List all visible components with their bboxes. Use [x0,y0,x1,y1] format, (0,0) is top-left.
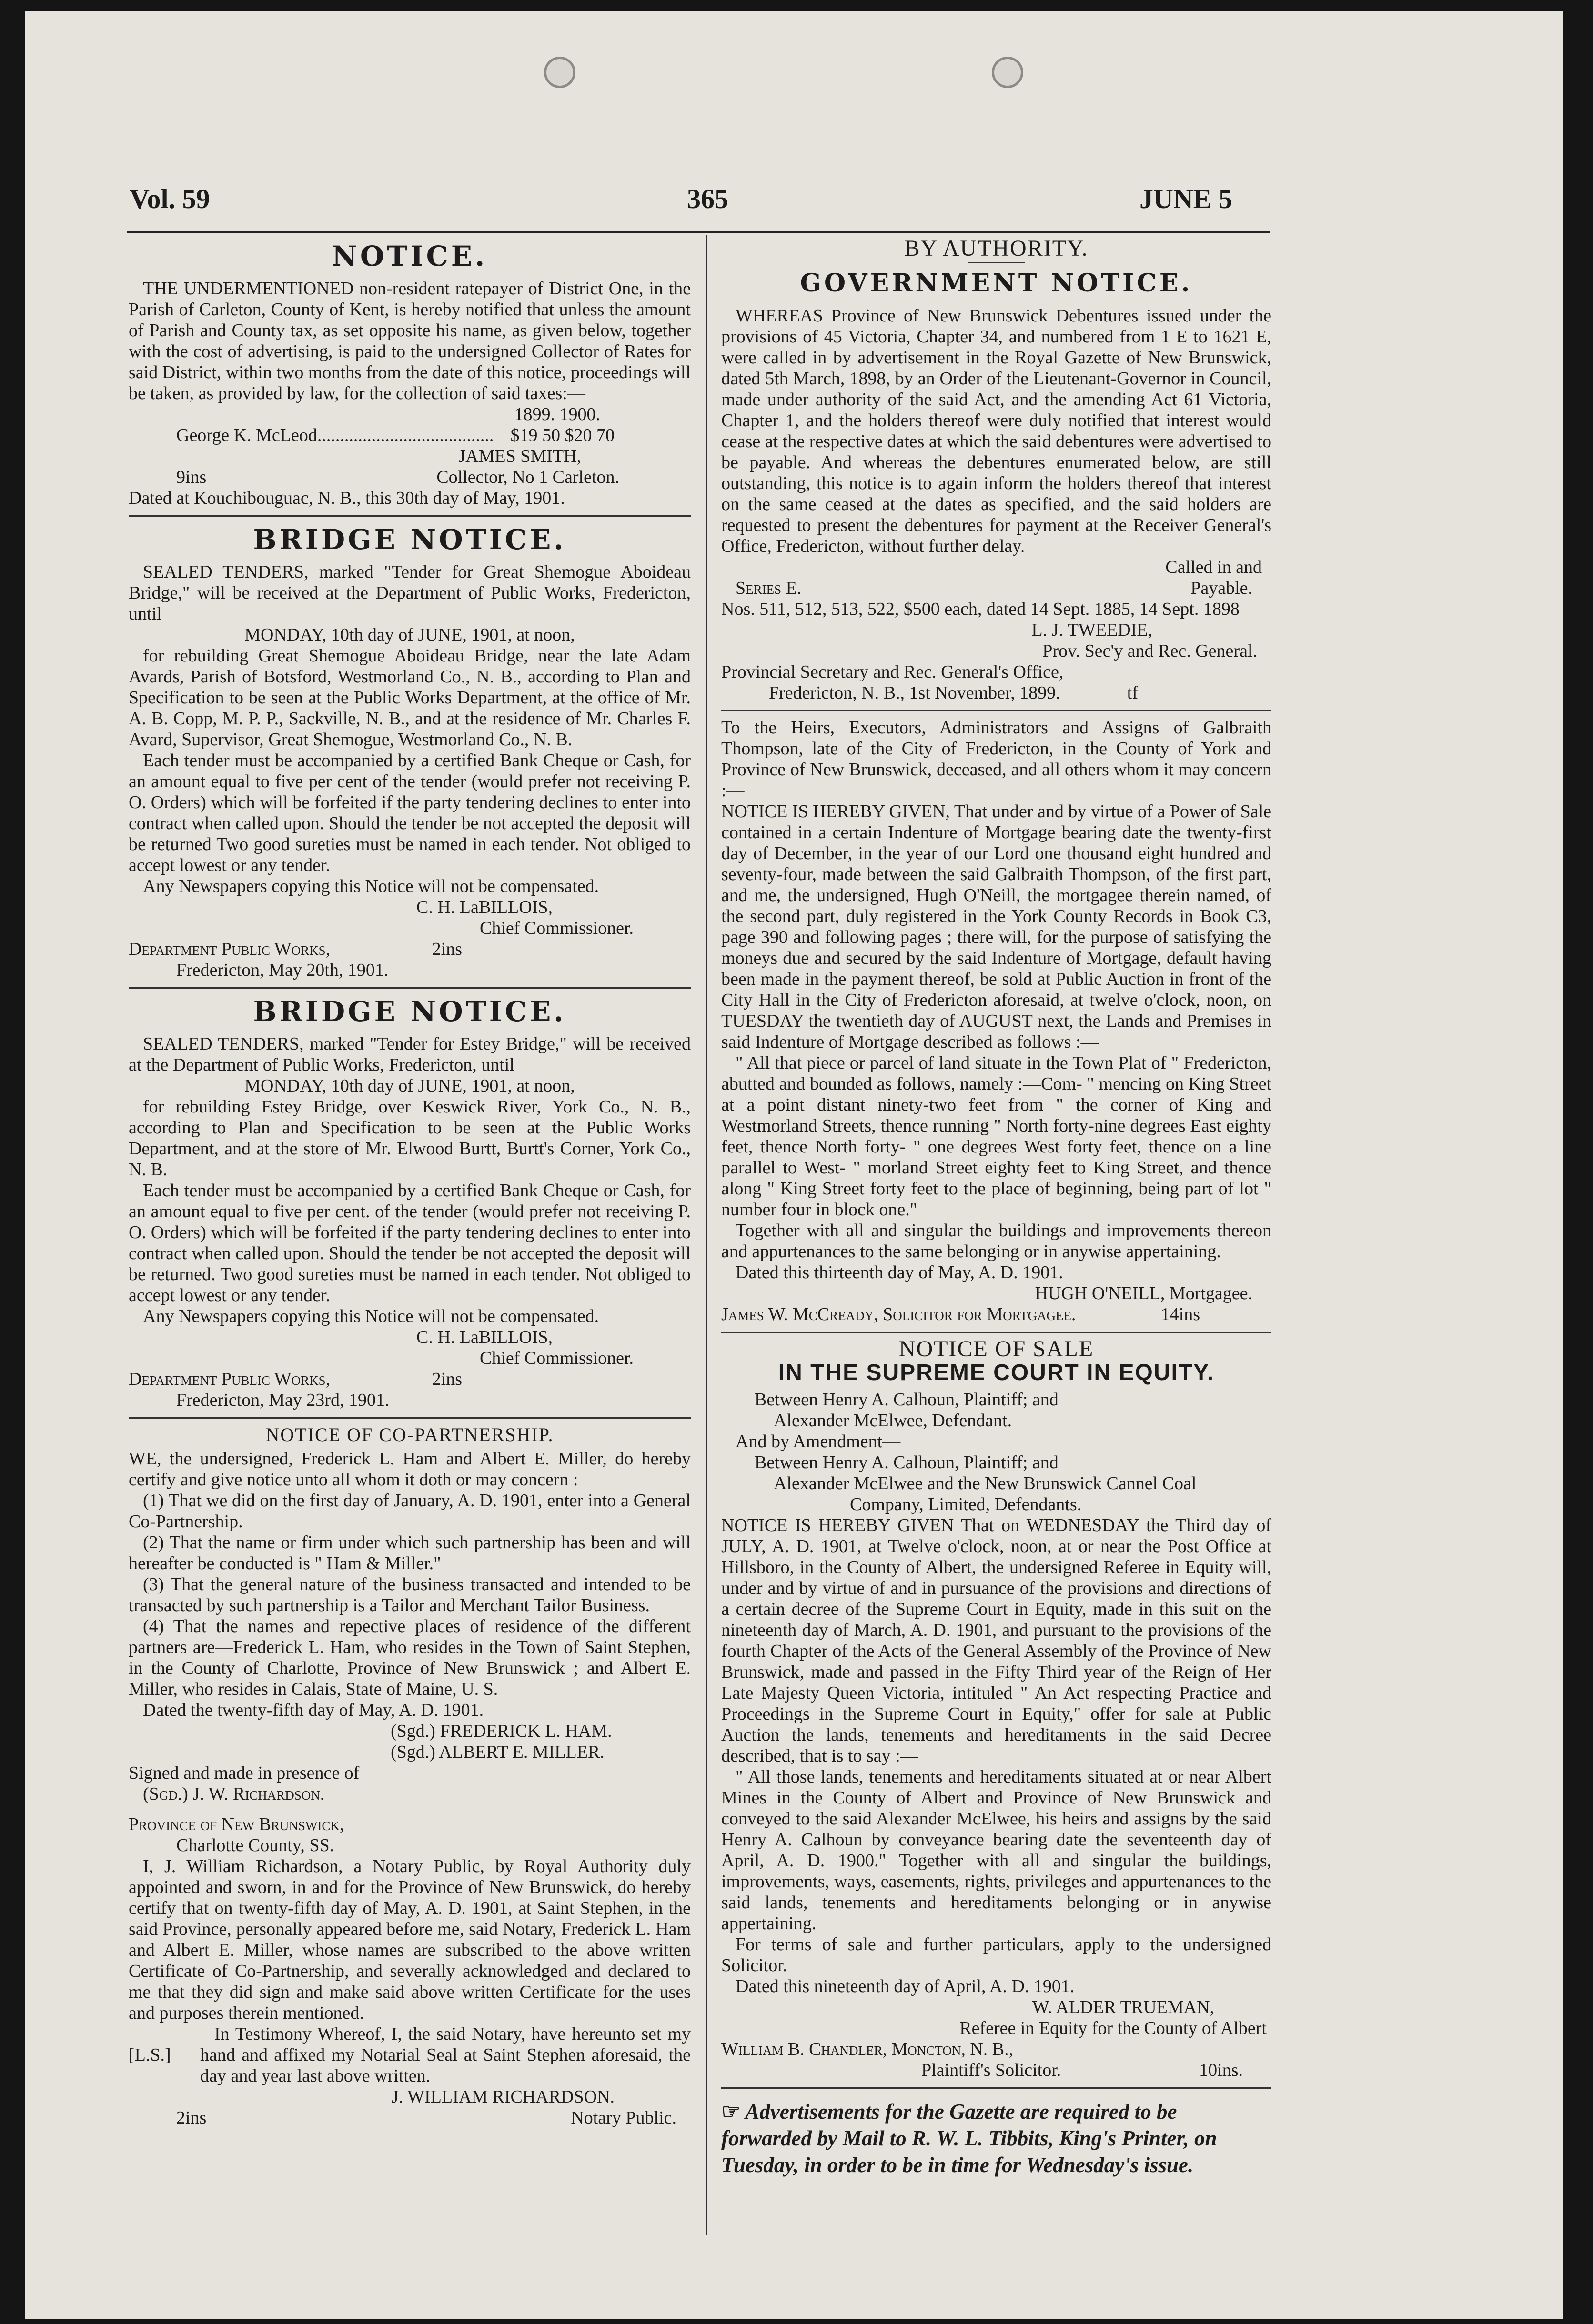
notary-body: I, J. William Richardson, a Notary Public, by Royal Authority duly appointed and sworn, in and for the Province of New Brunswick, do hereby certify that on twenty-fifth day of May, A. D. 1901, at Saint Stephen, in the said Province, personally appeared before me, said Notary, Frederick L. Ham and Albert E. Miller, whose names are subscribed to the above written Certificate of Co-Partnership, and severally acknowledged and declared to me that they did sign and make said above written Certificate for the uses and purposes therein mentioned. [129,1856,691,2023]
bridge-title: BRIDGE NOTICE. [253,523,566,556]
right-column [721,235,1271,2178]
mortgage-property-description: " All that piece or parcel of land situate in the Town Plat of " Fredericton, abutted and bounded as follows, namely :—Com- " mencing on King Street at a point distant ninety-two feet from " the corner of King and Westmorland Streets, thence running " North forty-nine degrees East eighty feet, thence North forty- " one degrees West forty feet, thence on a line parallel to West- " morland Street eighty feet to King Street, and thence along " King Street forty feet to the place of beginning, being part of lot " number four in block one." [721,1053,1271,1220]
bridge-newspapers: Any Newspapers copying this Notice will not be compensated. [143,1306,599,1326]
copartnership-item-1: (1) That we did on the first day of January, A. D. 1901, enter into a General Co-Partnership. [129,1491,691,1532]
witness-signature: (Sgd.) J. W. Richardson. [143,1784,325,1804]
mortgage-solicitor: James W. McCready, Solicitor for Mortgagee. [721,1304,1076,1324]
sale-parties-1b: Alexander McElwee, Defendant. [774,1411,1012,1431]
notice-dated: Dated at Kouchibouguac, N. B., this 30th day of May, 1901. [129,488,565,508]
bridge-body: for rebuilding Great Shemogue Aboideau Bridge, near the late Adam Avards, Parish of Botsford, Westmorland Co., N. B., according to Plan and Specification to be seen at the Public Works Department, at the office of Mr. A. B. Copp, M. P. P., Sackville, N. B., and at the residence of Mr. Charles F. Avard, Supervisor, Great Shemogue, Westmorland Co., N. B. [129,646,691,750]
sale-solicitor-title: Plaintiff's Solicitor. [921,2060,1061,2080]
notice-signer-row [129,467,691,488]
government-title: GOVERNMENT NOTICE. [800,269,1193,298]
bridge-notice-shemogue [129,522,691,981]
notary-name: J. WILLIAM RICHARDSON. [392,2087,615,2107]
punch-hole-icon [992,57,1023,88]
bridge-deadline: MONDAY, 10th day of JUNE, 1901, at noon, [244,625,575,645]
punch-holes [25,57,1563,90]
section-rule [129,987,691,989]
mortgage-dated: Dated this thirteenth day of May, A. D. 1901. [736,1262,1063,1282]
sale-notice [721,1336,1271,2081]
sale-signer: W. ALDER TRUEMAN, [1032,1997,1214,2017]
testimony-text: In Testimony Whereof, I, the said Notary, have hereunto set my hand and affixed my Notarial Seal at Saint Stephen aforesaid, the day and year last above written. [200,2024,691,2086]
bridge-dated: Fredericton, May 23rd, 1901. [176,1390,390,1410]
sale-parties-2a: Between Henry A. Calhoun, Plaintiff; and [755,1452,1059,1473]
sale-parties-1a: Between Henry A. Calhoun, Plaintiff; and [755,1390,1059,1410]
bridge-intro: SEALED TENDERS, marked "Tender for Estey Bridge," will be received at the Department of Public Works, Fredericton, until [129,1034,691,1075]
government-dated-row [721,682,1271,703]
bridge-notice-estey [129,994,691,1411]
notary-footer-row [129,2107,691,2128]
notary-title: Notary Public. [571,2108,676,2128]
bridge-dept: Department Public Works, [129,1369,331,1389]
mortgage-ins: 14ins [1160,1304,1200,1324]
witness-line: Signed and made in presence of [129,1763,360,1783]
bridge-dept-row [129,1369,691,1390]
mortgage-signer: HUGH O'NEILL, Mortgagee. [1035,1283,1252,1303]
gazette-page [25,11,1563,2319]
copartnership-item-4: (4) That the names and repective places of residence of the different partners are—Frederick L. Ham, who resides in the Town of Saint Stephen, in the County of Charlotte, Province of New Brunswick ; and Albert E. Miller, who resides in Calais, State of Maine, U. S. [129,1616,691,1699]
bridge-signer-title: Chief Commissioner. [480,1348,634,1368]
sale-title: NOTICE OF SALE [898,1336,1094,1362]
bridge-ins: 2ins [432,939,462,959]
bridge-deposit: Each tender must be accompanied by a certified Bank Cheque or Cash, for an amount equal to five per cent. of the tender (would prefer not receiving P. O. Orders) which will be forfeited if the party tendering declines to enter into contract when called upon. Should the tender be not accepted the deposit will be returned. Two good sureties must be named in each tender. Not obliged to accept lowest or any tender. [129,1181,691,1305]
notice-entry [129,425,691,446]
government-office: Provincial Secretary and Rec. General's Office, [721,662,1064,682]
page-header [130,183,1263,226]
government-notice [721,238,1271,703]
mortgage-body: NOTICE IS HEREBY GIVEN, That under and by virtue of a Power of Sale contained in a certain Indenture of Mortgage bearing date the twenty-first day of December, in the year of our Lord one thousand eight hundred and seventy-four, made between the said Galbraith Thompson, of the first part, and me, the undersigned, Hugh O'Neill, the mortgagee therein named, of the second part, duly registered in the York County Records in Book C3, page 390 and following pages ; there will, for the purpose of satisfying the moneys due and secured by the said Indenture of Mortgage, default having been made in the payment thereof, be sold at Public Auction in front of the City Hall in the City of Fredericton aforesaid, at twelve o'clock, noon, on TUESDAY the twentieth day of AUGUST next, the Lands and Premises in said Indenture of Mortgage described as follows :— [721,801,1271,1052]
pointing-hand-icon: ☞ [721,2100,741,2124]
bridge-deadline: MONDAY, 10th day of JUNE, 1901, at noon, [244,1076,575,1096]
government-tf: tf [1127,683,1138,703]
notice-years: 1899. 1900. [514,404,600,424]
section-rule [721,710,1271,711]
notary-ins: 2ins [176,2108,207,2128]
authority-heading: BY AUTHORITY. [904,236,1089,261]
bridge-signer: C. H. LaBILLOIS, [416,1327,553,1347]
copartnership-dated: Dated the twenty-fifth day of May, A. D. 1901. [143,1700,484,1720]
copartnership-title: NOTICE OF CO-PARTNERSHIP. [265,1424,554,1445]
bridge-dept-row [129,939,691,960]
punch-hole-icon [544,57,575,88]
sale-solicitor: William B. Chandler, Moncton, N. B., [721,2039,1014,2059]
government-dated: Fredericton, N. B., 1st November, 1899. [769,683,1060,703]
county-line: Charlotte County, SS. [176,1835,334,1855]
sale-signer-title: Referee in Equity for the County of Albert [959,2018,1267,2038]
issue-date: JUNE 5 [1139,183,1232,214]
section-rule [129,515,691,517]
seal-mark: [L.S.] [129,2045,171,2065]
debenture-numbers: Nos. 511, 512, 513, 522, $500 each, dated 14 Sept. 1885, 14 Sept. 1898 [721,599,1240,619]
notice-body: THE UNDERMENTIONED non-resident ratepayer of District One, in the Parish of Carleton, County of Kent, is hereby notified that unless the amount of Parish and County tax, as set opposite his name, as given below, together with the cost of advertising, is paid to the undersigned Collector of Rates for said District, within two months from the date of this notice, proceedings will be taken, as provided by law, for the collection of said taxes:— [129,279,691,403]
advertisement-note [721,2098,1271,2178]
bridge-newspapers: Any Newspapers copying this Notice will not be compensated. [143,876,599,896]
province-line: Province of New Brunswick, [129,1814,344,1834]
mortgage-solicitor-row [721,1304,1271,1325]
mortgage-together: Together with all and singular the buildings and improvements thereon and appurtenances to the same belonging or in anywise appertaining. [721,1221,1271,1262]
copartnership-item-2: (2) That the name or firm under which such partnership has been and will hereafter be conducted is " Ham & Miller." [129,1533,691,1573]
sale-solicitor-row [721,2060,1271,2081]
mortgage-notice [721,717,1271,1325]
bridge-signer-title: Chief Commissioner. [480,918,634,938]
sale-parties-2c: Company, Limited, Defendants. [850,1494,1082,1514]
entry-name: George K. McLeod....................................... [176,425,494,445]
sale-parties-2b: Alexander McElwee and the New Brunswick Cannel Coal [774,1473,1197,1493]
bridge-signer: C. H. LaBILLOIS, [416,897,553,917]
government-signer-title: Prov. Sec'y and Rec. General. [1042,641,1257,661]
sale-property-description: " All those lands, tenements and hereditaments situated at or near Albert Mines in the County of Albert and Province of New Brunswick and conveyed to the said Alexander McElwee, his heirs and assigns by the said Henry A. Calhoun by conveyance bearing date the seventeenth day of April, A. D. 1900." Together with all and singular the buildings, improvements, ways, easements, rights, privileges and appurtenances to the said lands, tenements and hereditaments belonging or in anywise appertaining. [721,1767,1271,1933]
government-body: WHEREAS Province of New Brunswick Debentures issued under the provisions of 45 Victoria, Chapter 34, and numbered from 1 E to 1621 E, were called in by advertisement in the Royal Gazette of New Brunswick, dated 5th March, 1898, by an Order of the Lieutenant-Governor in Council, made under authority of the said Act, and the amending Act 61 Victoria, Chapter 1, and the holders thereof were duly notified that interest would cease at the respective dates at which the said debentures were advertised to be payable. And whereas the debentures enumerated below, are still outstanding, this notice is to again inform the holders thereof that interest on the same ceased at the dates as specified, and the said holders are requested to present the debentures for payment at the Receiver General's Office, Fredericton, without further delay. [721,306,1271,556]
bridge-intro: SEALED TENDERS, marked "Tender for Great Shemogue Aboideau Bridge," will be received at the Department of Public Works, Fredericton, until [129,562,691,624]
section-rule [129,1417,691,1419]
volume-label: Vol. 59 [130,183,210,214]
entry-amounts: $19 50 $20 70 [510,425,615,445]
copartnership-intro: WE, the undersigned, Frederick L. Ham and Albert E. Miller, do hereby certify and give notice unto all whom it doth or may concern : [129,1449,691,1490]
series-row [721,578,1271,599]
government-signer: L. J. TWEEDIE, [1031,620,1152,640]
copartnership-notice [129,1424,691,2128]
signature-miller: (Sgd.) ALBERT E. MILLER. [391,1742,605,1762]
sale-body: NOTICE IS HEREBY GIVEN That on WEDNESDAY the Third day of JULY, A. D. 1901, at Twelve o'clock, noon, at or near the Post Office at Hillsboro, in the County of Albert, the undersigned Referee in Equity will, under and by virtue of and in pursuance of the provisions and directions of a certain decree of the Supreme Court in Equity, made in this suit on the nineteenth day of March, A. D. 1901, and pursuant to the provisions of the fourth Chapter of the Acts of the General Assembly of the Province of New Brunswick, made and passed in the Fifty Third year of the Reign of Her Late Majesty Queen Victoria, intituled " An Act respecting Practice and Proceedings in the Supreme Court in Equity," offer for sale at Public Auction the lands, tenements and hereditaments in the said Decree described, that is to say :— [721,1515,1271,1766]
bridge-dept: Department Public Works, [129,939,331,959]
notice-title: NOTICE. [332,240,488,272]
bridge-dated: Fredericton, May 20th, 1901. [176,960,389,980]
sale-ins: 10ins. [1199,2060,1243,2080]
notice-signer-title: Collector, No 1 Carleton. [436,467,619,487]
bridge-deposit: Each tender must be accompanied by a certified Bank Cheque or Cash, for an amount equal to five per cent of the tender (would prefer not receiving P. O. Orders) which will be forfeited if the party tendering declines to enter into contract when called upon. Should the tender be not accepted the deposit will be returned Two good sureties must be named in each tender. Not obliged to accept lowest or any tender. [129,751,691,875]
sale-dated: Dated this nineteenth day of April, A. D. 1901. [736,1976,1075,1996]
tax-notice [129,239,691,509]
sale-terms: For terms of sale and further particulars, apply to the undersigned Solicitor. [721,1934,1271,1975]
series-label: Series E. [736,578,802,598]
payable-label: Payable. [1190,578,1252,598]
advertisement-note-text: Advertisements for the Gazette are required to be forwarded by Mail to R. W. L. Tibbits, King's Printer, on Tuesday, in order to be in time for Wednesday's issue. [721,2100,1217,2177]
mortgage-addressee: To the Heirs, Executors, Administrators and Assigns of Galbraith Thompson, late of the City of Fredericton, in the County of York and Province of New Brunswick, deceased, and all others whom it may concern :— [721,718,1271,801]
bridge-body: for rebuilding Estey Bridge, over Keswick River, York Co., N. B., according to Plan and Specification to be seen at the Public Works Department, and at the store of Mr. Elwood Burtt, Burtt's Corner, York Co., N. B. [129,1097,691,1180]
called-in-label: Called in and [1165,557,1262,577]
section-rule [721,2087,1271,2089]
copartnership-item-3: (3) That the general nature of the business transacted and intended to be transacted by such partnership is a Tailor and Merchant Tailor Business. [129,1574,691,1615]
notice-signer: JAMES SMITH, [458,446,581,466]
sale-court: IN THE SUPREME COURT IN EQUITY. [778,1360,1215,1385]
bridge-ins: 2ins [432,1369,462,1389]
section-rule [721,1332,1271,1333]
page-number: 365 [687,183,728,214]
bridge-title: BRIDGE NOTICE. [253,995,566,1028]
notice-ins: 9ins [176,467,207,487]
left-column [129,235,691,2131]
sale-amendment: And by Amendment— [736,1432,901,1452]
testimony-row [129,2023,691,2086]
header-rule [127,231,1270,233]
signature-ham: (Sgd.) FREDERICK L. HAM. [391,1721,612,1741]
column-divider [706,235,707,2235]
heading-rule [968,262,1025,263]
